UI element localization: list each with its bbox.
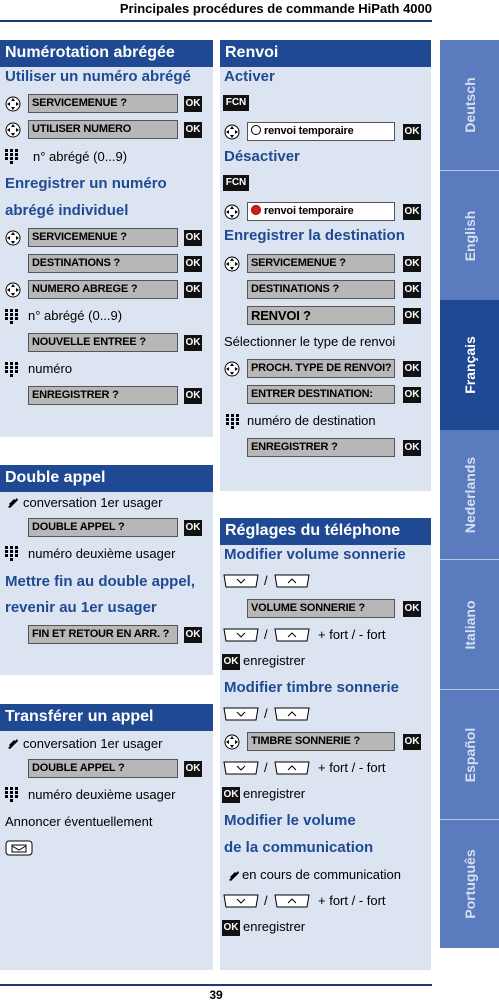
display-timbre-sonnerie: TIMBRE SONNERIE ? (247, 732, 395, 751)
volume-up-icon (274, 894, 310, 908)
volume-down-icon (223, 574, 259, 588)
phone-settings-title: Réglages du téléphone (220, 518, 431, 545)
page-number: 39 (209, 988, 223, 1002)
handset-icon (7, 739, 19, 749)
volume-up-icon (274, 574, 310, 588)
display-renvoi: RENVOI ? (247, 306, 395, 325)
ok-icon: OK (403, 124, 421, 140)
announce-step: Annoncer éventuellement (5, 814, 153, 829)
save-text: enregistrer (243, 919, 306, 934)
forward-option-label: renvoi temporaire (264, 205, 354, 217)
display-fin-et-retour: FIN ET RETOUR EN ARR. ? (28, 625, 178, 644)
ok-icon: OK (184, 282, 202, 298)
display-servicemenue: SERVICEMENUE ? (247, 254, 395, 273)
ok-icon: OK (403, 256, 421, 272)
ok-icon: OK (403, 734, 421, 750)
display-enregistrer: ENREGISTRER ? (247, 438, 395, 457)
display-double-appel: DOUBLE APPEL ? (28, 518, 178, 537)
footer-rule (0, 984, 432, 986)
display-renvoi-temporaire-off (247, 122, 395, 141)
in-call-step: en cours de communication (242, 867, 401, 882)
volume-up-icon (274, 707, 310, 721)
page-header: Principales procédures de commande HiPath 4000 (119, 1, 432, 16)
display-renvoi-temporaire-on (247, 202, 395, 221)
speed-dial-title: Numérotation abrégée (0, 40, 213, 67)
keypad-icon (5, 362, 19, 378)
slash-text: / (264, 627, 268, 642)
end-consultation-heading-1: Mettre fin au double appel, (5, 573, 196, 590)
language-tab-english[interactable] (440, 171, 499, 300)
comm-volume-heading-1: Modifier le volume (224, 812, 356, 829)
display-volume-sonnerie: VOLUME SONNERIE ? (247, 599, 395, 618)
panel-consultation-call (0, 465, 213, 675)
header-rule (0, 20, 432, 22)
nav-key-icon (224, 204, 240, 220)
ok-icon: OK (222, 654, 240, 670)
radio-on-icon (251, 205, 261, 215)
record-speed-dial-heading-1: Enregistrer un numéro (5, 175, 167, 192)
volume-up-icon (274, 628, 310, 642)
display-numero-abrege: NUMERO ABREGE ? (28, 280, 178, 299)
language-tab-nederlands[interactable] (440, 430, 499, 559)
fcn-key-icon: FCN (223, 175, 249, 191)
louder-softer-text: + fort / - fort (318, 760, 386, 775)
ok-icon: OK (403, 308, 421, 324)
ok-icon: OK (184, 627, 202, 643)
volume-down-icon (223, 628, 259, 642)
ok-icon: OK (403, 361, 421, 377)
save-text: enregistrer (243, 786, 306, 801)
display-enregistrer: ENREGISTRER ? (28, 386, 178, 405)
nav-key-icon (5, 122, 21, 138)
ok-icon: OK (222, 920, 240, 936)
volume-down-icon (223, 894, 259, 908)
language-tab-label: Italiano (461, 599, 478, 650)
ring-tone-heading: Modifier timbre sonnerie (224, 679, 400, 696)
display-servicemenue: SERVICEMENUE ? (28, 228, 178, 247)
language-tab-espanol[interactable] (440, 690, 499, 819)
language-tab-deutsch[interactable] (440, 40, 499, 170)
keypad-icon (5, 149, 19, 165)
fcn-key-icon: FCN (223, 95, 249, 111)
handset-icon (7, 498, 19, 508)
keypad-icon (5, 309, 19, 325)
ok-icon: OK (184, 230, 202, 246)
radio-off-icon (251, 125, 261, 135)
language-tab-italiano[interactable] (440, 560, 499, 689)
ok-icon: OK (222, 787, 240, 803)
record-speed-dial-heading-2: abrégé individuel (5, 202, 129, 219)
call-first-party-step: conversation 1er usager (23, 736, 163, 751)
use-speed-dial-heading: Utiliser un numéro abrégé (5, 68, 191, 85)
panel-transfer-call (0, 704, 213, 970)
louder-softer-text: + fort / - fort (318, 893, 386, 908)
slash-text: / (264, 706, 268, 721)
speed-dial-number-step: n° abrégé (0...9) (28, 308, 123, 323)
nav-key-icon (224, 256, 240, 272)
ok-icon: OK (184, 96, 202, 112)
forward-option-label: renvoi temporaire (264, 125, 354, 137)
ok-icon: OK (403, 204, 421, 220)
volume-down-icon (223, 707, 259, 721)
display-servicemenue: SERVICEMENUE ? (28, 94, 178, 113)
keypad-icon (5, 787, 19, 803)
speed-dial-number-step: n° abrégé (0...9) (33, 149, 128, 164)
second-party-number-step: numéro deuxième usager (28, 787, 176, 802)
end-consultation-heading-2: revenir au 1er usager (5, 599, 157, 616)
activate-heading: Activer (224, 68, 275, 85)
panel-speed-dial (0, 40, 213, 437)
call-first-party-step: conversation 1er usager (23, 495, 163, 510)
ok-icon: OK (184, 256, 202, 272)
slash-text: / (264, 573, 268, 588)
language-tab-label: Français (461, 336, 478, 394)
destination-number-step: numéro de destination (247, 413, 376, 428)
ok-icon: OK (184, 388, 202, 404)
second-party-number-step: numéro deuxième usager (28, 546, 176, 561)
display-destinations: DESTINATIONS ? (247, 280, 395, 299)
display-proch-type-renvoi: PROCH. TYPE DE RENVOI? (247, 359, 395, 378)
language-tab-label: Español (461, 727, 478, 782)
nav-key-icon (5, 282, 21, 298)
ok-icon: OK (403, 440, 421, 456)
transfer-call-title: Transférer un appel (0, 704, 213, 731)
language-tab-portugues[interactable] (440, 820, 499, 948)
display-utiliser-numero: UTILISER NUMERO (28, 120, 178, 139)
language-tab-francais[interactable] (440, 300, 499, 430)
nav-key-icon (224, 361, 240, 377)
language-tab-label: Português (461, 849, 478, 919)
keypad-icon (5, 546, 19, 562)
language-tab-label: Nederlands (461, 456, 478, 533)
panel-phone-settings (220, 518, 431, 970)
save-destination-heading: Enregistrer la destination (224, 227, 405, 244)
deactivate-heading: Désactiver (224, 148, 300, 165)
ring-volume-heading: Modifier volume sonnerie (224, 546, 406, 563)
nav-key-icon (224, 734, 240, 750)
panel-forwarding (220, 40, 431, 491)
volume-up-icon (274, 761, 310, 775)
consultation-call-title: Double appel (0, 465, 213, 492)
save-text: enregistrer (243, 653, 306, 668)
ok-icon: OK (184, 335, 202, 351)
slash-text: / (264, 760, 268, 775)
nav-key-icon (5, 96, 21, 112)
nav-key-icon (5, 230, 21, 246)
display-entrer-destination: ENTRER DESTINATION: (247, 385, 395, 404)
display-destinations: DESTINATIONS ? (28, 254, 178, 273)
ok-icon: OK (403, 387, 421, 403)
nav-key-icon (224, 124, 240, 140)
volume-down-icon (223, 761, 259, 775)
ok-icon: OK (184, 761, 202, 777)
handset-icon (228, 871, 240, 881)
display-nouvelle-entree: NOUVELLE ENTREE ? (28, 333, 178, 352)
language-tab-label: English (461, 210, 478, 261)
louder-softer-text: + fort / - fort (318, 627, 386, 642)
slash-text: / (264, 893, 268, 908)
number-step: numéro (28, 361, 73, 376)
display-double-appel: DOUBLE APPEL ? (28, 759, 178, 778)
select-forward-type-step: Sélectionner le type de renvoi (224, 334, 396, 349)
ok-icon: OK (403, 601, 421, 617)
ok-icon: OK (184, 520, 202, 536)
ok-icon: OK (184, 122, 202, 138)
comm-volume-heading-2: de la communication (224, 839, 374, 856)
ok-icon: OK (403, 282, 421, 298)
forwarding-title: Renvoi (220, 40, 431, 67)
language-tab-label: Deutsch (461, 77, 478, 133)
keypad-icon (226, 414, 240, 430)
mailbox-icon (5, 840, 33, 856)
